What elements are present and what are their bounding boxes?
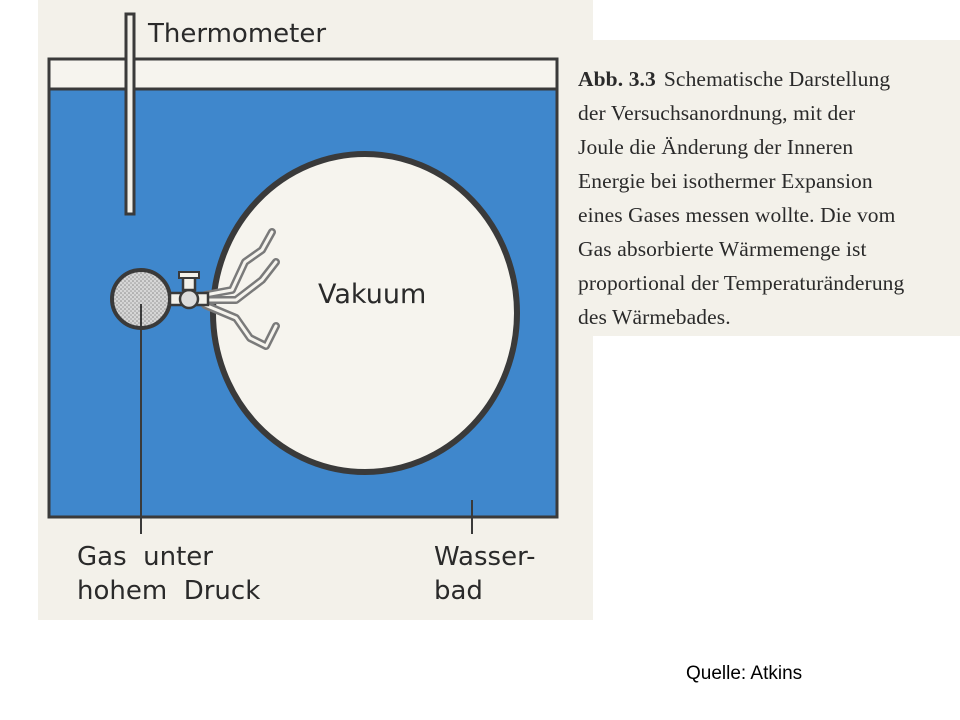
caption-line-1 [578,62,960,96]
caption-line-3: Joule die Änderung der Inneren [578,135,854,159]
figure-caption [568,40,960,336]
stopcock-valve [179,272,199,308]
caption-figure-number: Abb. 3.3 [578,67,656,91]
caption-line-7: proportional der Temperaturänderung [578,271,905,295]
vacuum-label: Vakuum [318,279,427,310]
source-credit: Quelle: Atkins [686,663,803,684]
caption-line-4: Energie bei isothermer Expansion [578,169,873,193]
caption-line-6: Gas absorbierte Wärmemenge ist [578,237,867,261]
vacuum-vessel [213,154,517,472]
water-label-line2: bad [434,576,483,606]
gas-label-line1: Gas unter [77,542,213,572]
caption-line-5: eines Gases messen wollte. Die vom [578,203,896,227]
thermometer [126,14,134,214]
water-label-line1: Wasser- [434,542,536,572]
caption-title: Schematische Darstellung [663,67,891,91]
thermometer-label: Thermometer [148,19,327,49]
caption-line-8: des Wärmebades. [578,305,731,329]
gas-label-line2: hohem Druck [77,576,261,606]
caption-line-2: der Versuchsanordnung, mit der [578,101,856,125]
